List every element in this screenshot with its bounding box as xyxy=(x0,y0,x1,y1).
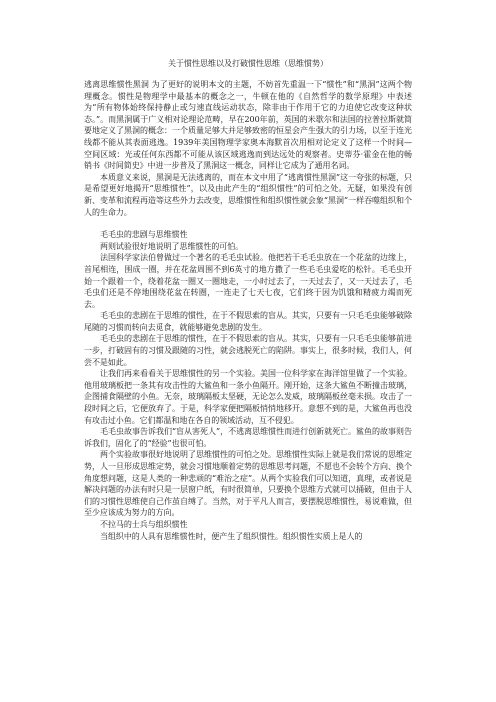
document-body xyxy=(84,79,412,542)
paragraph: 当组织中的人具有思维惯性时，便产生了组织惯性。组织惯性实质上是人的 xyxy=(100,531,363,541)
paragraph: 法国科学家法伯曾做过一个著名的毛毛虫试验。他把若干毛毛虫放在一个花盆的边缘上，首尾相连，围成一圈，并在花盆周围不到6英寸的地方撒了一些毛毛虫爱吃的松针。毛毛虫开始一个跟着一个，绕着花盆一圈又一圈地走，一小时过去了，一天过去了，又一天过去了，毛毛虫们还是不停地围绕花盆在转圈，一连走了七天七夜，它们终于因为饥饿和精疲力竭而死去。 xyxy=(84,253,412,309)
paragraph-intro: 逃离思维惯性黑洞 为了更好的说明本文的主题，不妨首先重温一下“惯性”和“黑洞”这两个物理概念。惯性是物理学中最基本的概念之一，牛顿在他的《自然哲学的数学原理》中表述为“所有物体始终保持静止或匀速直线运动状态，除非由于作用于它的力迫使它改变这种状态。”。而黑洞属于广义相对论理论范畴，早在200年前，英国的米歇尔和法国的拉普拉斯就简要地定义了黑洞的概念：一个质量足够大并足够致密的恒星会产生强大的引力场，以至于连光线都不能从其表面逃逸。1939年美国物理学家奥本海默首次用相对论定义了这样一个时间—空间区域：光或任何东西都不可能从该区域逃逸而到达远处的观察者。史蒂芬·霍金在他的畅销书《时间简史》中进一步普及了黑洞这一概念，同样让它成为了通用名词。 xyxy=(84,80,412,171)
paragraph: 毛毛虫故事告诉我们“盲从害死人”，不逃离思维惯性而进行创新就死亡。鲨鱼的故事则告诉我们，固化了的“经验”也很可怕。 xyxy=(84,427,412,448)
paragraph: 让我们再来看看关于思维惯性的另一个实验。美国一位科学家在海洋馆里做了一个实验。他用玻璃板把一条其有攻击性的大鲨鱼和一条小鱼隔开。刚开始，这条大鲨鱼不断撞击玻璃，企图捕食隔壁的小鱼。无奈，玻璃隔板太坚硬，无论怎么发威，玻璃隔板丝毫未损。攻击了一段时间之后，它便放弃了。于是，科学家便把隔板悄悄地移开。意想不到的是，大鲨鱼再也没有攻击过小鱼。它们都温和地在各自的领域活动，互不侵犯。 xyxy=(84,369,412,425)
paragraph: 本质意义来说，黑洞是无法逃离的，而在本文中用了“逃离惯性黑洞”这一夸张的标题，只是希望更好地揭开“思维惯性”，以及由此产生的“组织惯性”的可怕之处。无疑，如果没有创新、变革和流程再造等这些外力去改变，思维惯性和组织惯性就会象“黑洞”一样吞噬组织和个人的生命力。 xyxy=(84,172,412,217)
document-title: 关于惯性思维以及打破惯性思维（思维惯势） xyxy=(168,59,328,68)
section-heading: 毛毛虫的悲剧与思维惯性 xyxy=(100,230,188,240)
paragraph: 两则试验很好地说明了思维惯性的可怕。 xyxy=(100,241,244,251)
paragraph: 两个实验故事很好地说明了思维惯性的可怕之处。思维惯性实际上就是我们常说的思维定势，人一旦形成思维定势，就会习惯地顺着定势的思维思考问题，不愿也不会转个方向、换个角度想问题，这是人类的一种悲顽的“难治之症”。从两个实验我们可以知道，真理，或者说是解决问题的办法有时只是一层窗户纸，有时很简单，只要换个思维方式就可以捅破，但由于人们的习惯性思维使自己作茧自缚了。当然，对于平凡人而言，要摆脱思维惯性，易说难做，但至少应该成为努力的方向。 xyxy=(84,450,412,518)
paragraph: 毛毛虫的悲剧在于思维的惯性，在于不假思索的盲从。其实，只要有一只毛毛虫能够前进一步，打破固有的习惯及跟随的习性，就会逃脱死亡的陷阱。事实上，很多时候，我们人，何尝不是如此。 xyxy=(84,334,412,367)
paragraph: 毛毛虫的悲剧在于思维的惯性，在于不假思索的盲从。其实，只要有一只毛毛虫能够破除尾随的习惯而转向去觅食，就能够避免悲剧的发生。 xyxy=(84,311,412,332)
section-heading: 不拉马的士兵与组织惯性 xyxy=(100,519,188,529)
